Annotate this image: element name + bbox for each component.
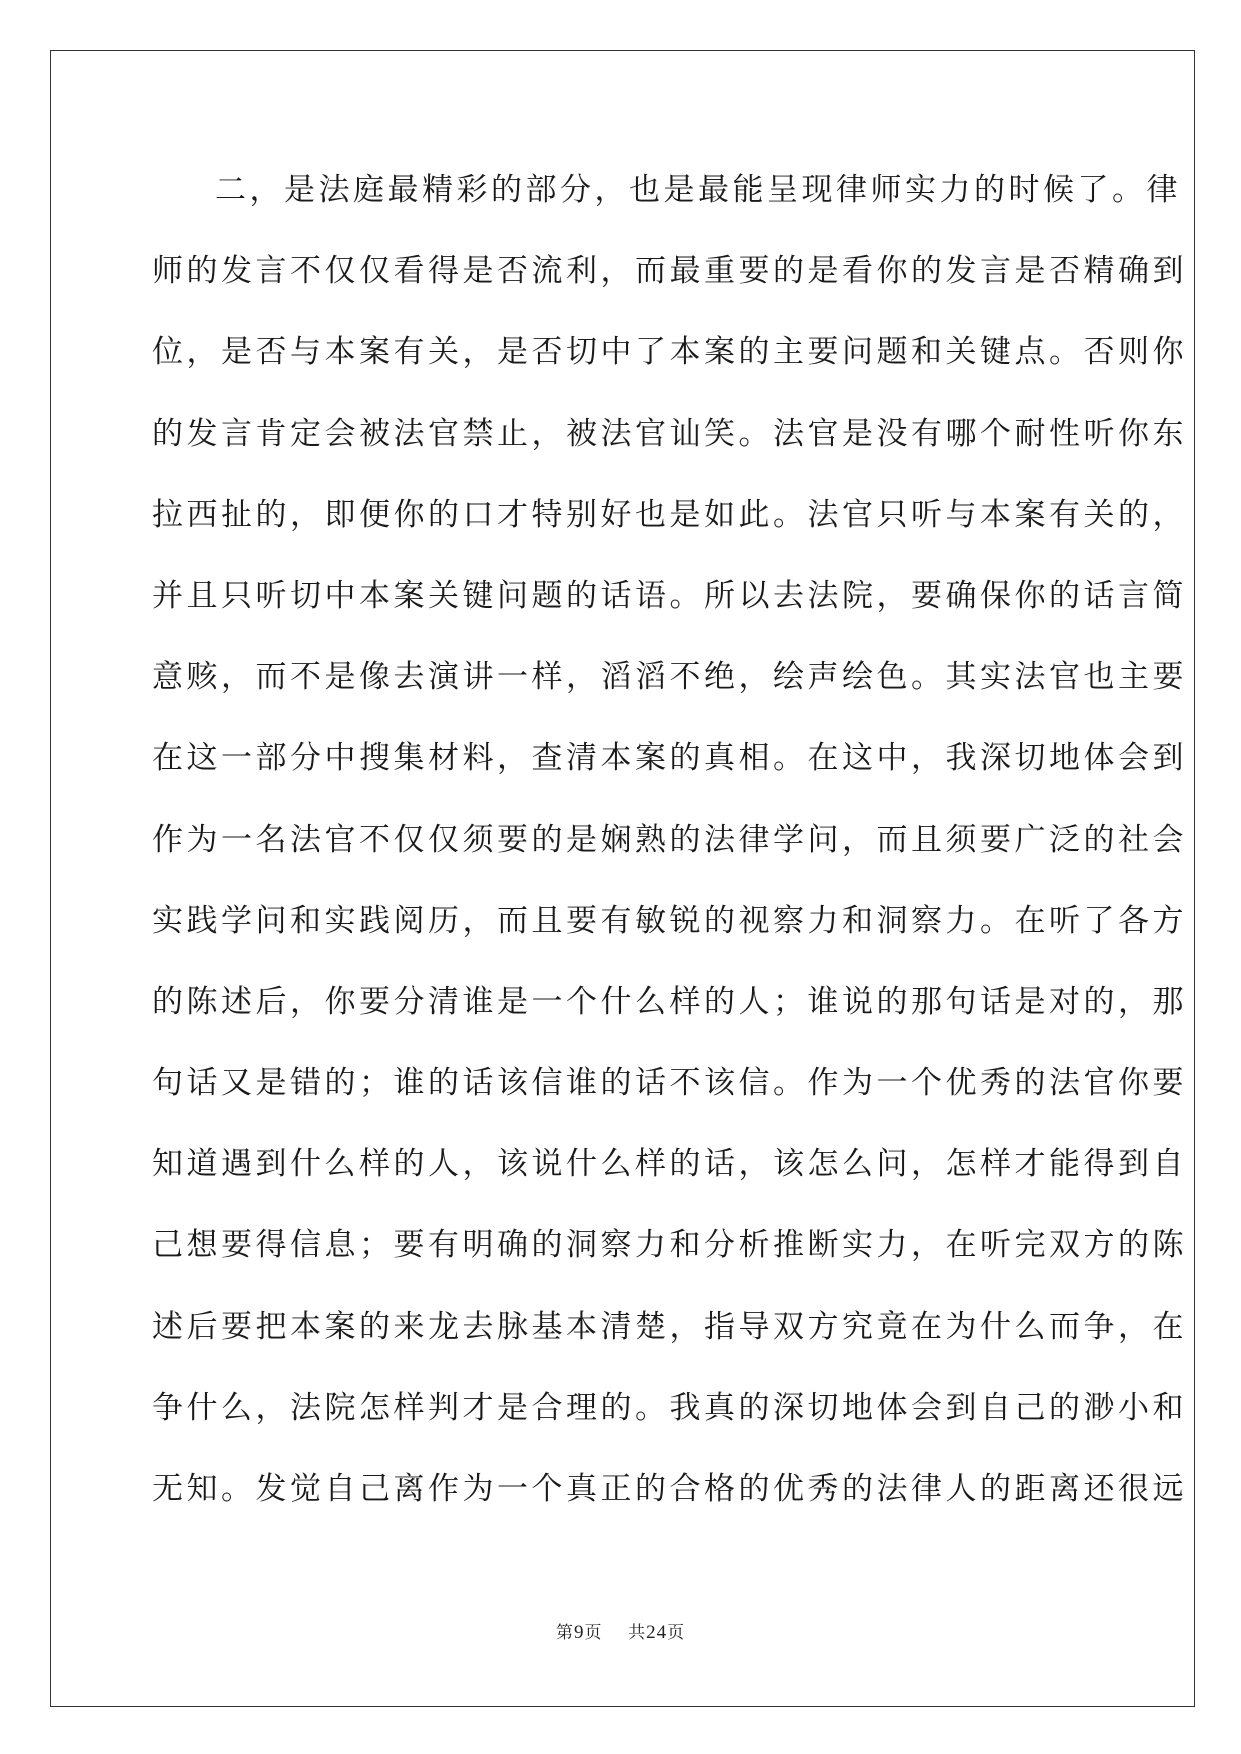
- paragraph-line: 在这一部分中搜集材料，查清本案的真相。在这中，我深切地体会到: [152, 740, 1187, 777]
- paragraph-line: 二，是法庭最精彩的部分，也是最能呈现律师实力的时候了。律: [215, 172, 1181, 208]
- total-suffix: 页: [667, 1623, 686, 1643]
- total-prefix: 共: [628, 1623, 647, 1643]
- paragraph-line: 拉西扯的，即便你的口才特别好也是如此。法官只听与本案有关的，: [152, 496, 1187, 533]
- paragraph-line: 实践学问和实践阅历，而且要有敏锐的视察力和洞察力。在听了各方: [152, 902, 1187, 939]
- total-pages: 24: [646, 1622, 668, 1643]
- paragraph-line: 知道遇到什么样的人，该说什么样的话，该怎么问，怎样才能得到自: [152, 1146, 1187, 1183]
- paragraph-line: 师的发言不仅仅看得是否流利，而最重要的是看你的发言是否精确到: [152, 253, 1187, 290]
- paragraph-line: 并且只听切中本案关键问题的话语。所以去法院，要确保你的话言简: [152, 577, 1187, 614]
- document-body: [152, 158, 1187, 1538]
- paragraph-line: 的发言肯定会被法官禁止，被法官讪笑。法官是没有哪个耐性听你东: [152, 415, 1187, 452]
- page-number: 9: [573, 1622, 585, 1643]
- paragraph-line: 句话又是错的；谁的话该信谁的话不该信。作为一个优秀的法官你要: [152, 1065, 1187, 1102]
- paragraph-line: 己想要得信息；要有明确的洞察力和分析推断实力，在听完双方的陈: [152, 1227, 1187, 1264]
- page-suffix: 页: [584, 1623, 603, 1643]
- paragraph-line: 位，是否与本案有关，是否切中了本案的主要问题和关键点。否则你: [152, 334, 1187, 371]
- paragraph-line: 的陈述后，你要分清谁是一个什么样的人；谁说的那句话是对的，那: [152, 983, 1187, 1020]
- paragraph-line: 争什么，法院怎样判才是合理的。我真的深切地体会到自己的渺小和: [152, 1389, 1187, 1426]
- paragraph-line: 作为一名法官不仅仅须要的是娴熟的法律学问，而且须要广泛的社会: [152, 821, 1187, 858]
- paragraph-line: 无知。发觉自己离作为一个真正的合格的优秀的法律人的距离还很远: [152, 1471, 1187, 1507]
- page-prefix: 第: [555, 1623, 574, 1643]
- paragraph-line: 述后要把本案的来龙去脉基本清楚，指导双方究竟在为什么而争，在: [152, 1308, 1187, 1345]
- page-footer: [0, 1618, 1241, 1644]
- paragraph-line: 意赅，而不是像去演讲一样，滔滔不绝，绘声绘色。其实法官也主要: [152, 659, 1187, 696]
